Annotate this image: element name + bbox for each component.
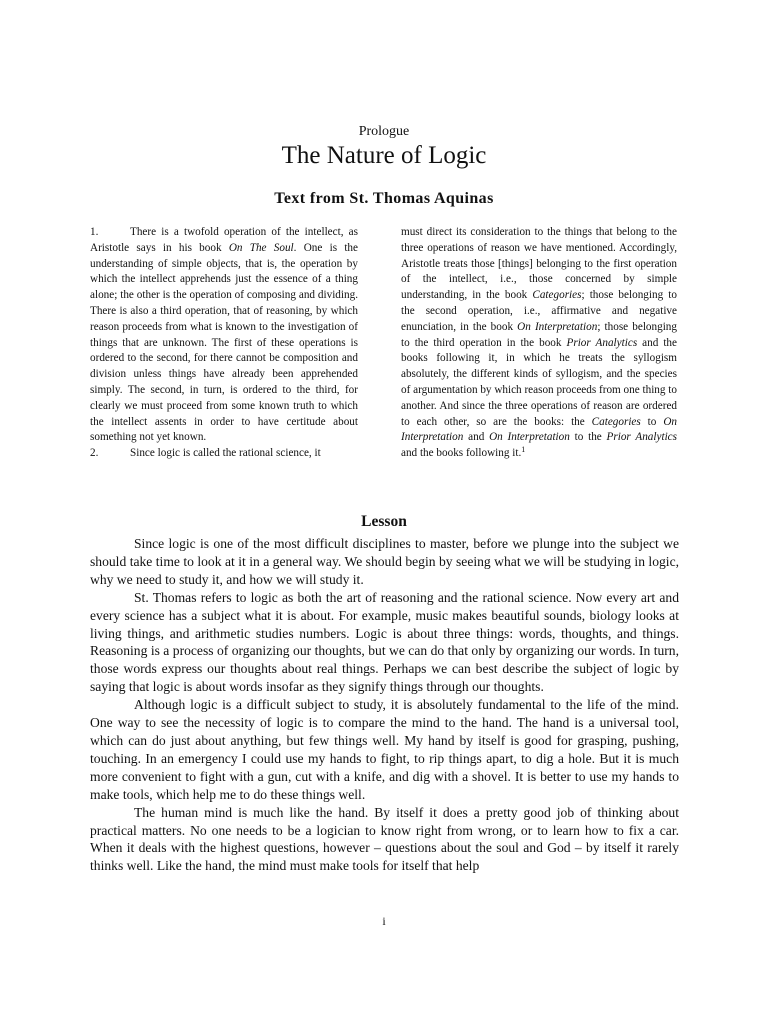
lesson-paragraph: St. Thomas refers to logic as both the art of reasoning and the rational science. Now every art and every science has a subject what it is about. For example, music makes beautiful sounds, biology looks at living things, and arithmetic studies numbers. Logic is about three things: words, thoughts, and things. Reasoning is a process of organizing our thoughts, but we can do that only by organizing our words. In turn, those words express our thoughts about real things. Perhaps we can best describe the subject of logic by saying that logic is about words insofar as they signify things through our thoughts. <box>90 589 679 695</box>
lesson-paragraph: The human mind is much like the hand. By itself it does a pretty good job of thinking about practical matters. No one needs to be a logician to know right from wrong, or to learn how to fix a car. When it deals with the highest questions, however – questions about the soul and God – by itself it rarely thinks well. Like the hand, the mind must make tools for itself that help <box>90 804 679 874</box>
book-title: On Interpretation <box>401 415 677 444</box>
paragraph-1: 1. There is a twofold operation of the intellect, as Aristotle says in his book On The Soul. One is the understanding of simple objects, that is, the operation by which the intellect apprehends just the essence of a thing alone; the other is the operation of composing and dividing. There is also a third operation, that of reasoning, by which reason proceeds from what is known to the investigation of things that are unknown. The first of these operations is ordered to the second, for there cannot be composition and division unless things have already been apprehended simply. The second, in turn, is ordered to the third, for clearly we must proceed from some known truth to which the intellect assents in order to have certitude about something not yet known. <box>90 226 358 444</box>
book-title: Categories <box>591 415 641 428</box>
lesson-paragraph: Since logic is one of the most difficult disciplines to master, before we plunge into the subject we should take time to look at it in a general way. We should begin by seeing what we will be studying in logic, why we need to study it, and how we will study it. <box>90 536 679 587</box>
book-title: Prior Analytics <box>606 431 677 444</box>
lesson-body <box>90 535 679 875</box>
book-title: Prior Analytics <box>566 336 638 349</box>
right-column <box>401 225 677 462</box>
paragraph-2: 2. Since logic is called the rational science, it <box>90 446 358 462</box>
left-column <box>90 225 358 462</box>
lesson-paragraph: Although logic is a difficult subject to study, it is absolutely fundamental to the life of the mind. One way to see the necessity of logic is to compare the mind to the hand. The hand is a universal tool, which can do just about anything, but few things well. My hand by itself is good for grasping, pushing, touching. In an emergency I could use my hands to fight, to rip things apart, to dig a hole. But it is much more convenient to fight with a gun, cut with a knife, and dig with a shovel. It is better to use my hands to make tools, which help me to do these things well. <box>90 697 679 802</box>
lesson-heading: Lesson <box>361 513 407 530</box>
subtitle: Text from St. Thomas Aquinas <box>274 190 494 207</box>
paragraph-number: 2. <box>90 447 99 460</box>
page-title: The Nature of Logic <box>281 142 487 169</box>
book-title: Categories <box>532 289 582 302</box>
paragraph-number: 1. <box>90 226 99 238</box>
book-title: On Interpretation <box>517 320 598 333</box>
page-number: i <box>382 914 386 928</box>
paragraph-2-continued: must direct its consideration to the things that belong to the three operations of reason we have mentioned. Accordingly, Aristotle treats those [things] belonging to the first operation of the intellect, i.e., those concerned by simple understanding, in the book Categories; those belonging to the second operation, i.e., affirmative and negative enunciation, in the book On Interpretation; those belonging to the third operation in the book Prior Analytics and the books following it, in which he treats the syllogism absolutely, the different kinds of syllogism, and the species of argumentation by which reason proceeds from one thing to another. And since the three operations of reason are ordered to each other, so are the books: the Categories to On Interpretation and On Interpretation to the Prior Analytics and the books following it.$^1$ <box>401 226 677 460</box>
footnote-marker[interactable]: 1 <box>521 445 526 455</box>
section-label: Prologue <box>358 124 410 139</box>
book-title: On Interpretation <box>489 431 570 444</box>
book-title: On The Soul <box>228 241 294 254</box>
